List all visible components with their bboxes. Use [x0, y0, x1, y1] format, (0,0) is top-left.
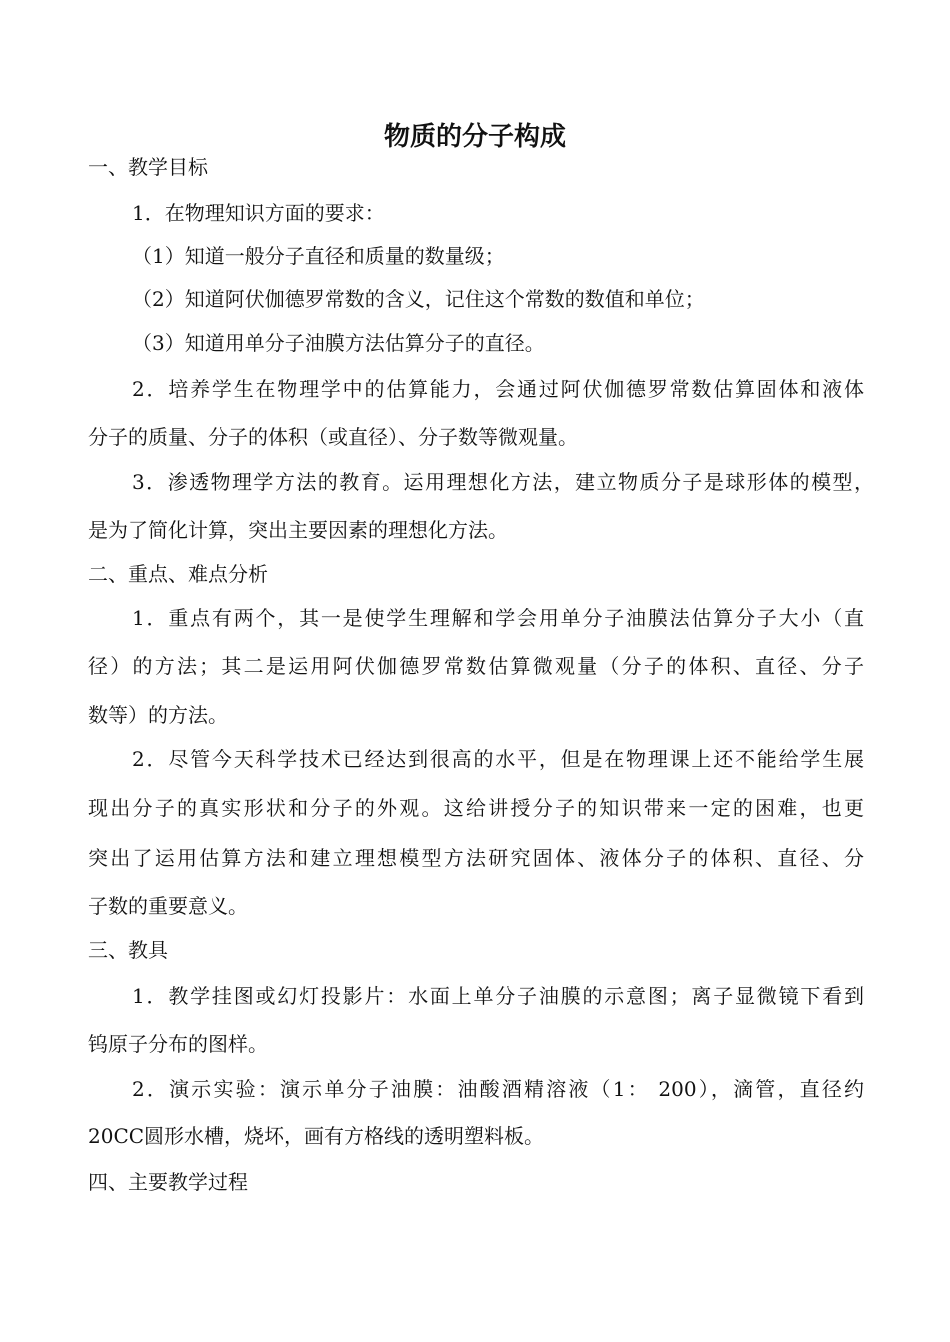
paragraph-line: 3．渗透物理学方法的教育。运用理想化方法，建立物质分子是球形体的模型， [132, 470, 874, 494]
paragraph-line: 1．在物理知识方面的要求： [132, 201, 385, 225]
paragraph-line: 分子的质量、分子的体积（或直径）、分子数等微观量。 [88, 425, 578, 449]
section-heading-key-points: 二、重点、难点分析 [88, 562, 268, 586]
section-heading-objectives: 一、教学目标 [88, 155, 208, 179]
paragraph-line: 1．重点有两个，其一是使学生理解和学会用单分子油膜法估算分子大小（直 [132, 606, 864, 630]
paragraph-line: 现出分子的真实形状和分子的外观。这给讲授分子的知识带来一定的困难，也更 [88, 796, 864, 820]
paragraph-line: 2．尽管今天科学技术已经达到很高的水平，但是在物理课上还不能给学生展 [132, 747, 864, 771]
section-heading-teaching-aids: 三、教具 [88, 938, 168, 962]
paragraph-line: 2．培养学生在物理学中的估算能力，会通过阿伏伽德罗常数估算固体和液体 [132, 377, 864, 401]
paragraph-line: 突出了运用估算方法和建立理想模型方法研究固体、液体分子的体积、直径、分 [88, 846, 864, 870]
paragraph-line: （2）知道阿伏伽德罗常数的含义，记住这个常数的数值和单位； [132, 287, 705, 311]
paragraph-line: 子数的重要意义。 [88, 894, 248, 918]
paragraph-line: 径）的方法；其二是运用阿伏伽德罗常数估算微观量（分子的体积、直径、分子 [88, 654, 864, 678]
paragraph-line: 2．演示实验：演示单分子油膜：油酸酒精溶液（1： 200），滴管，直径约 [132, 1077, 864, 1101]
paragraph-line: （3）知道用单分子油膜方法估算分子的直径。 [132, 331, 545, 355]
paragraph-line: 20CC圆形水槽，烧坏，画有方格线的透明塑料板。 [88, 1124, 545, 1148]
paragraph-line: 是为了简化计算，突出主要因素的理想化方法。 [88, 518, 508, 542]
paragraph-line: 1．教学挂图或幻灯投影片：水面上单分子油膜的示意图；离子显微镜下看到 [132, 984, 864, 1008]
document-title: 物质的分子构成 [383, 122, 566, 152]
paragraph-line: 钨原子分布的图样。 [88, 1032, 268, 1056]
paragraph-line: （1）知道一般分子直径和质量的数量级； [132, 244, 505, 268]
section-heading-process: 四、主要教学过程 [88, 1170, 248, 1194]
paragraph-line: 数等）的方法。 [88, 703, 228, 727]
